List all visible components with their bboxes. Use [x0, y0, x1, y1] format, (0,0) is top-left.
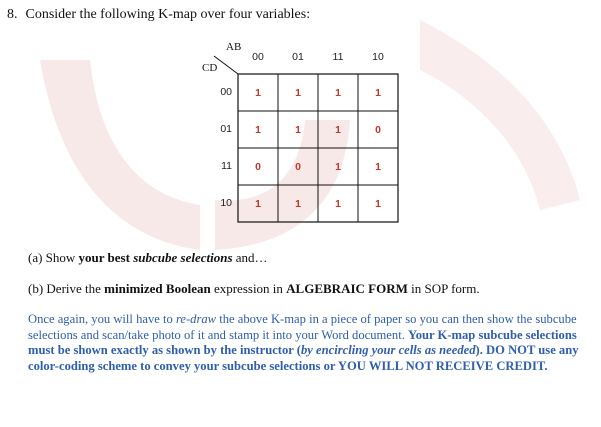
note-t4: Your K-map subcube selections must be shown exactly as shown by the instructor (: [28, 327, 577, 358]
kmap-cell: 1: [375, 160, 381, 173]
note-t6: ). DO NOT use any color-coding scheme to convey your subcube selections or YOU WILL NOT RECEIVE CREDIT.: [28, 343, 579, 373]
part-a-bold-italic: subcube selections: [133, 250, 233, 265]
kmap-cell: 1: [335, 123, 341, 136]
note-t5: by encircling your cells as needed: [301, 343, 476, 358]
part-a-bold: your best: [78, 250, 134, 265]
kmap-cell: 1: [375, 197, 381, 210]
kmap-cell: 1: [255, 197, 261, 210]
part-b-bold2: ALGEBRAIC FORM: [286, 281, 408, 296]
col-header: 00: [252, 51, 264, 63]
kmap-side-variable: CD: [202, 62, 218, 74]
part-b-middle: expression in: [210, 281, 287, 296]
question-text: Consider the following K-map over four variables:: [25, 7, 311, 22]
row-header: 11: [221, 160, 232, 172]
col-header: 01: [292, 51, 304, 63]
kmap-cell: 0: [255, 160, 261, 173]
kmap-cell: 1: [255, 123, 261, 136]
row-header: 00: [220, 86, 232, 98]
kmap-cell: 1: [295, 123, 301, 136]
part-b-bold1: minimized Boolean: [104, 281, 211, 296]
part-a-prefix: (a) Show: [28, 250, 79, 265]
kmap-cell: 0: [375, 123, 381, 136]
note-t1: Once again, you will have to: [28, 312, 176, 326]
kmap-cell: 1: [295, 197, 301, 210]
kmap-cell: 1: [335, 197, 341, 210]
instructions-note: [28, 312, 588, 374]
kmap-cell: 1: [375, 86, 381, 99]
part-b-suffix: in SOP form.: [407, 281, 480, 296]
row-header: 01: [220, 123, 232, 135]
col-header: 11: [332, 51, 344, 63]
question-number: 8.: [7, 7, 18, 22]
kmap-cell: 1: [255, 86, 261, 99]
kmap-cell: 1: [335, 86, 341, 99]
col-header: 10: [372, 51, 384, 63]
part-a-suffix: and…: [232, 250, 268, 265]
kmap-cell: 0: [295, 160, 301, 173]
part-a: [28, 250, 268, 266]
row-header: 10: [220, 197, 232, 209]
kmap-cell: 1: [335, 160, 341, 173]
note-t3: the above K-map in a piece of paper so you can then show the subcube selections and scan/take photo of it and stamp it into your Word document.: [28, 312, 577, 342]
kmap-cell: 1: [295, 86, 301, 99]
part-b: [28, 281, 480, 297]
part-b-prefix: (b) Derive the: [28, 281, 105, 296]
note-t2: re-draw: [175, 312, 217, 326]
kmap-top-variable: AB: [226, 41, 242, 53]
